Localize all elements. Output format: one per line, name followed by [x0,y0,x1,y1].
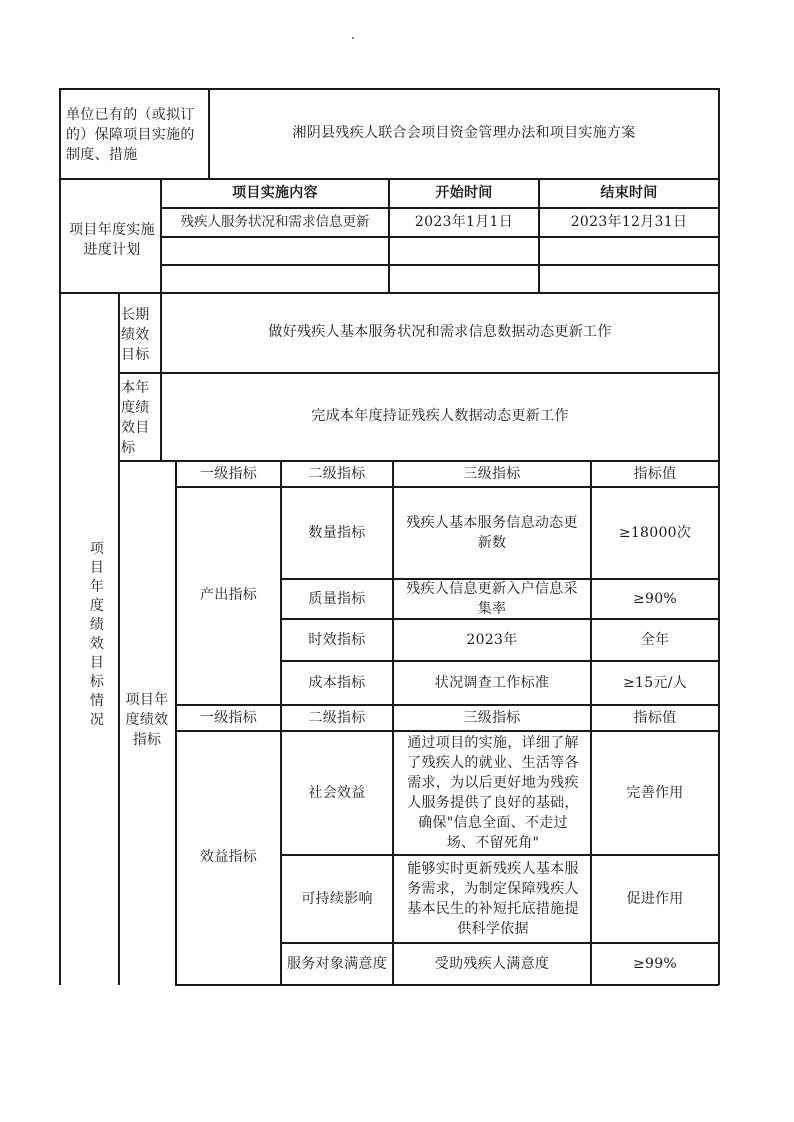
benefit-row-value: 促进作用 [626,890,684,907]
output-row-value: ≥15元/人 [622,674,688,691]
output-header-level3: 三级指标 [463,465,521,482]
benefit-row-level2: 可持续影响 [301,890,373,907]
rule [59,88,61,985]
system-label: 单位已有的（或拟订的）保障项目实施的制度、措施 [66,107,195,163]
indicators-label: 项目年度绩效指标 [125,692,169,748]
output-row-level3: 残疾人信息更新入户信息采集率 [406,580,578,617]
output-row-value: ≥18000次 [618,524,692,541]
schedule-header-content: 项目实施内容 [232,185,318,201]
benefit-header-value: 指标值 [633,709,677,726]
output-row-level2: 成本指标 [308,674,366,691]
rule [718,88,720,985]
output-row-value: 全年 [640,631,670,648]
benefit-header-level2: 二级指标 [308,709,366,726]
benefit-level1: 效益指标 [199,849,258,865]
output-row-level2: 时效指标 [308,631,366,648]
annual-label: 本年度绩效目标 [121,380,150,456]
rule [160,264,719,266]
long-term-label: 长期绩效目标 [121,307,150,363]
schedule-row-content: 残疾人服务状况和需求信息更新 [180,214,370,230]
system-value: 湘阴县残疾人联合会项目资金管理办法和项目实施方案 [292,125,636,141]
goals-section-label: 项目年度绩效目标情况 [89,541,105,728]
rule [175,984,719,986]
output-row-level2: 质量指标 [308,590,366,607]
benefit-header-level1: 一级指标 [199,709,258,726]
output-header-value: 指标值 [633,465,677,482]
benefit-row-level2: 社会效益 [308,784,366,801]
schedule-row-start: 2023年1月1日 [414,214,514,230]
scan-speck [352,37,354,39]
benefit-row-level3: 能够实时更新残疾人基本服务需求，为制定保障残疾人基本民生的补短托底措施提供科学依据 [407,860,579,937]
rule [118,292,120,985]
output-row-level3: 2023年 [466,631,518,648]
output-row-level3: 残疾人基本服务信息动态更新数 [406,514,578,551]
benefit-row-value: 完善作用 [626,784,684,801]
benefit-row-level2: 服务对象满意度 [286,955,388,972]
benefit-row-level3: 受助残疾人满意度 [434,955,550,972]
rule [208,88,210,178]
schedule-row-end: 2023年12月31日 [570,214,688,230]
rule [160,236,719,238]
output-level1: 产出指标 [199,587,258,603]
annual-value: 完成本年度持证残疾人数据动态更新工作 [311,408,569,424]
output-row-level3: 状况调查工作标准 [434,674,550,691]
output-header-level2: 二级指标 [308,465,366,482]
schedule-header-start: 开始时间 [435,185,493,201]
output-row-value: ≥90% [632,590,678,607]
benefit-row-level3: 通过项目的实施，详细了解了残疾人的就业、生活等各需求，为以后更好地为残疾人服务提供了良好的基础，确保"信息全面、不走过场、不留死角" [407,734,579,851]
schedule-header-end: 结束时间 [600,185,658,201]
output-header-level1: 一级指标 [199,465,258,482]
benefit-header-level3: 三级指标 [463,709,521,726]
benefit-row-value: ≥99% [632,955,678,972]
output-row-level2: 数量指标 [308,524,366,541]
long-term-value: 做好残疾人基本服务状况和需求信息数据动态更新工作 [268,324,612,340]
schedule-label: 项目年度实施进度计划 [69,222,155,258]
